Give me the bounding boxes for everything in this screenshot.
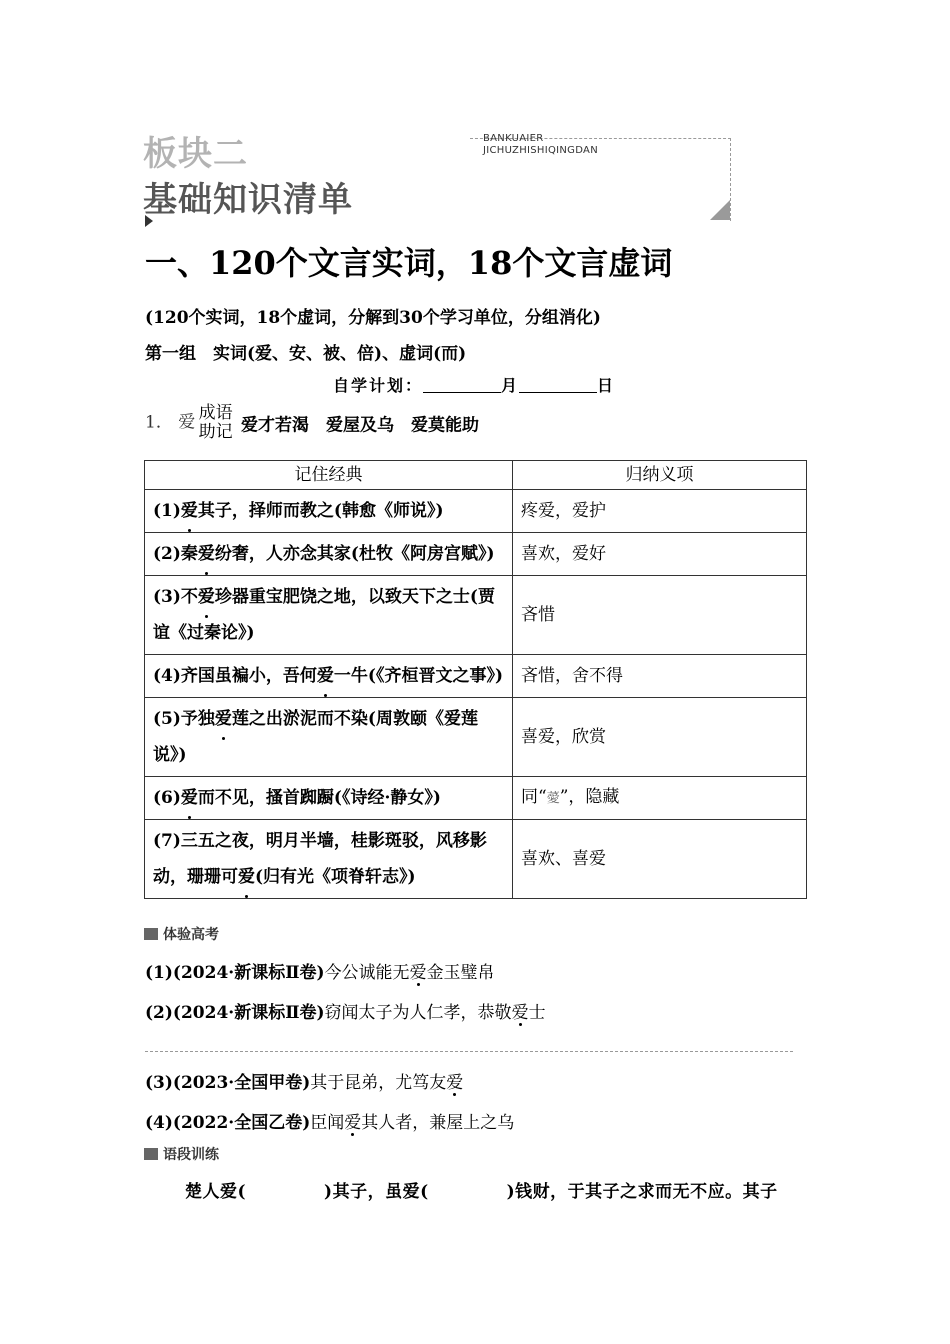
plan-month: 月 bbox=[501, 376, 520, 395]
example-text: (7)三五之夜，明月半墙，桂影斑驳，风移影动，珊珊可 bbox=[153, 831, 487, 887]
key-char: 爱 bbox=[317, 658, 334, 694]
exam-text: 其人者，兼屋上之乌 bbox=[361, 1113, 515, 1133]
group-title: 第一组 实词(爱、安、被、倍)、虚词(而) bbox=[145, 344, 467, 364]
key-char: 爱 bbox=[446, 1068, 463, 1093]
paragraph-text: )其子，虽爱( bbox=[324, 1182, 429, 1202]
exam-text: 金玉璧帛 bbox=[426, 963, 495, 983]
banner-title-line2: 基础知识清单 bbox=[143, 180, 353, 220]
table-row bbox=[145, 576, 807, 655]
banner-pinyin bbox=[483, 133, 598, 157]
example-text: (6) bbox=[153, 788, 181, 808]
banner-pinyin-line2: JICHUZHISHIQINGDAN bbox=[483, 145, 598, 156]
month-blank bbox=[423, 378, 501, 393]
exam-item bbox=[145, 1068, 463, 1093]
table-row bbox=[145, 490, 807, 533]
section-heading: 一、120个文言实词，18个文言虚词 bbox=[145, 244, 673, 282]
example-cell bbox=[145, 820, 513, 899]
meaning-cell: 喜欢，爱好 bbox=[513, 533, 807, 576]
meaning-text: ”，隐藏 bbox=[559, 787, 620, 807]
exam-text: 今公诚能无 bbox=[324, 963, 410, 983]
plan-day: 日 bbox=[597, 376, 616, 395]
example-text: (归有光《项脊轩志》) bbox=[255, 867, 416, 887]
exam-source: (2)(2024·新课标Ⅱ卷) bbox=[145, 1003, 325, 1023]
example-text: 珍器重宝肥饶之地，以致天下之士(贾谊《过秦论》) bbox=[153, 587, 495, 643]
idiom-tag bbox=[199, 404, 233, 442]
plan-label: 自学计划： bbox=[333, 376, 424, 395]
meaning-cell: 喜爱，欣赏 bbox=[513, 698, 807, 777]
example-text: 其子，择师而教之(韩愈《师说》) bbox=[197, 501, 444, 521]
meaning-text: 同“ bbox=[521, 787, 547, 807]
meaning-table bbox=[144, 460, 807, 899]
example-text: (4)齐国虽褊小，吾何 bbox=[153, 666, 317, 686]
exam-text: 其于昆弟，尤笃友 bbox=[310, 1073, 447, 1093]
exam-item bbox=[145, 958, 495, 983]
exam-item bbox=[145, 1108, 514, 1133]
exam-source: (1)(2024·新课标Ⅱ卷) bbox=[145, 963, 325, 983]
example-text: (1) bbox=[153, 501, 181, 521]
table-row bbox=[145, 777, 807, 820]
key-char: 爱 bbox=[512, 998, 529, 1023]
key-char: 爱 bbox=[181, 780, 198, 816]
header-examples: 记住经典 bbox=[145, 461, 513, 490]
table-header-row bbox=[145, 461, 807, 490]
exam-tag bbox=[144, 924, 219, 944]
exam-source: (4)(2022·全国乙卷) bbox=[145, 1113, 311, 1133]
word-entry bbox=[145, 404, 479, 442]
idiom-tag-top: 成语 bbox=[198, 403, 233, 423]
example-cell bbox=[145, 533, 513, 576]
exam-text: 窃闻太子为人仁孝，恭敬 bbox=[324, 1003, 512, 1023]
example-text: (5)予独 bbox=[153, 709, 215, 729]
intro-text: (120个实词，18个虚词，分解到30个学习单位，分组消化) bbox=[145, 308, 601, 328]
entry-char: 爱 bbox=[178, 412, 196, 433]
study-plan bbox=[333, 373, 615, 396]
key-char: 爱 bbox=[344, 1108, 361, 1133]
table-row bbox=[145, 533, 807, 576]
table-row bbox=[145, 698, 807, 777]
training-tag-label: 语段训练 bbox=[163, 1147, 219, 1163]
exam-source: (3)(2023·全国甲卷) bbox=[145, 1073, 311, 1093]
header-meanings: 归纳义项 bbox=[513, 461, 807, 490]
tag-square-icon bbox=[144, 1148, 158, 1160]
idiom-tag-bottom: 助记 bbox=[198, 422, 233, 442]
meaning-cell: 吝惜 bbox=[513, 576, 807, 655]
exam-text: 士 bbox=[528, 1003, 546, 1023]
exam-text: 臣闻 bbox=[310, 1113, 345, 1133]
meaning-cell: 疼爱，爱护 bbox=[513, 490, 807, 533]
table-row bbox=[145, 820, 807, 899]
example-cell bbox=[145, 490, 513, 533]
idiom-list: 爱才若渴 爱屋及乌 爱莫能助 bbox=[241, 415, 480, 436]
paragraph-text: )钱财，于其子之求而无不应。其子 bbox=[506, 1182, 778, 1202]
example-text: 一牛(《齐桓晋文之事》) bbox=[333, 666, 504, 686]
key-char: 爱 bbox=[215, 701, 232, 737]
example-text: (3)不 bbox=[153, 587, 198, 607]
key-char: 爱 bbox=[198, 579, 215, 615]
example-text: 而不见，搔首踟蹰(《诗经·静女》) bbox=[197, 788, 441, 808]
day-blank bbox=[519, 378, 597, 393]
exam-item bbox=[145, 998, 546, 1023]
table-row bbox=[145, 655, 807, 698]
meaning-cell: 喜欢、喜爱 bbox=[513, 820, 807, 899]
example-text: 纷奢，人亦念其家(杜牧《阿房宫赋》) bbox=[214, 544, 495, 564]
example-cell bbox=[145, 698, 513, 777]
example-text: 莲之出淤泥而不染(周敦颐《爱莲说》) bbox=[153, 709, 478, 765]
banner-arrow-icon bbox=[145, 215, 153, 227]
paragraph-text: 楚人爱( bbox=[185, 1182, 247, 1202]
variant-char: 薆 bbox=[546, 791, 560, 806]
key-char: 爱 bbox=[238, 859, 255, 895]
meaning-cell: 吝惜，舍不得 bbox=[513, 655, 807, 698]
dashed-divider bbox=[145, 1051, 793, 1052]
example-cell bbox=[145, 576, 513, 655]
entry-number: 1． bbox=[145, 412, 173, 433]
key-char: 爱 bbox=[410, 958, 427, 983]
exam-tag-label: 体验高考 bbox=[163, 927, 219, 943]
training-tag bbox=[144, 1144, 219, 1164]
key-char: 爱 bbox=[198, 536, 215, 572]
tag-square-icon bbox=[144, 928, 158, 940]
meaning-cell bbox=[513, 777, 807, 820]
banner-title-line1: 板块二 bbox=[143, 134, 248, 174]
training-paragraph bbox=[185, 1177, 778, 1202]
banner-pinyin-line1: BANKUAIER bbox=[483, 133, 544, 144]
example-cell bbox=[145, 655, 513, 698]
key-char: 爱 bbox=[181, 493, 198, 529]
example-text: (2)秦 bbox=[153, 544, 198, 564]
banner-corner-icon bbox=[710, 200, 730, 220]
example-cell bbox=[145, 777, 513, 820]
